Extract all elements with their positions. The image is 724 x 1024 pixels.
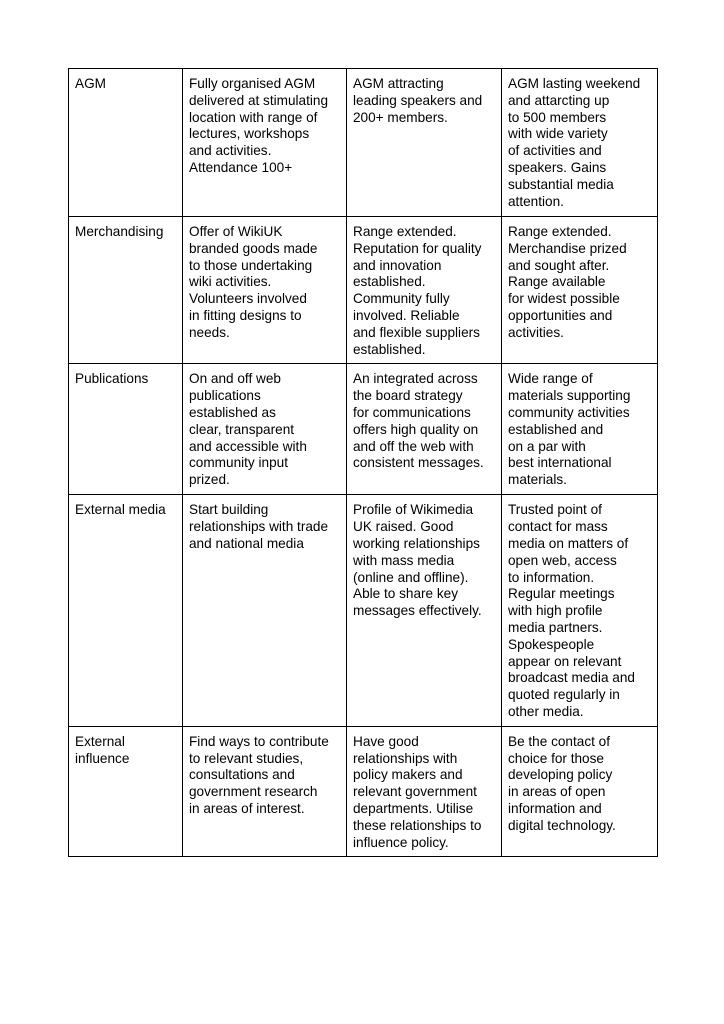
table-row-external-influence <box>69 726 658 857</box>
area-cell: External media <box>69 495 183 726</box>
table-cell: AGM lasting weekend and attarcting up to 500 members with wide variety of activities and speakers. Gains substantial media attention. <box>502 69 658 217</box>
table-cell: Range extended. Reputation for quality and innovation established. Community fully involved. Reliable and flexible suppliers established. <box>347 217 502 364</box>
table-cell: On and off web publications established as clear, transparent and accessible with community input prized. <box>183 364 347 495</box>
table-cell: Find ways to contribute to relevant studies, consultations and government research in areas of interest. <box>183 726 347 857</box>
table-cell: Wide range of materials supporting community activities established and on a par with best international materials. <box>502 364 658 495</box>
table-cell: Start building relationships with trade and national media <box>183 495 347 726</box>
area-cell: Merchandising <box>69 217 183 364</box>
table-cell: Fully organised AGM delivered at stimulating location with range of lectures, workshops and activities. Attendance 100+ <box>183 69 347 217</box>
area-cell: Publications <box>69 364 183 495</box>
area-cell: AGM <box>69 69 183 217</box>
table-row-merchandising <box>69 217 658 364</box>
table-cell: Be the contact of choice for those developing policy in areas of open information and digital technology. <box>502 726 658 857</box>
table-cell: Have good relationships with policy makers and relevant government departments. Utilise these relationships to influence policy. <box>347 726 502 857</box>
table-row-agm <box>69 69 658 217</box>
table-cell: Trusted point of contact for mass media on matters of open web, access to information. Regular meetings with high profile media partners. Spokespeople appear on relevant broadcast media and quoted regularly in other media. <box>502 495 658 726</box>
table-cell: An integrated across the board strategy for communications offers high quality on and off the web with consistent messages. <box>347 364 502 495</box>
goals-table <box>68 68 658 857</box>
table-cell: AGM attracting leading speakers and 200+ members. <box>347 69 502 217</box>
table-cell: Range extended. Merchandise prized and sought after. Range available for widest possible opportunities and activities. <box>502 217 658 364</box>
table-cell: Offer of WikiUK branded goods made to those undertaking wiki activities. Volunteers involved in fitting designs to needs. <box>183 217 347 364</box>
area-cell: External influence <box>69 726 183 857</box>
table-cell: Profile of Wikimedia UK raised. Good working relationships with mass media (online and offline). Able to share key messages effectively. <box>347 495 502 726</box>
table-row-external-media <box>69 495 658 726</box>
table-row-publications <box>69 364 658 495</box>
